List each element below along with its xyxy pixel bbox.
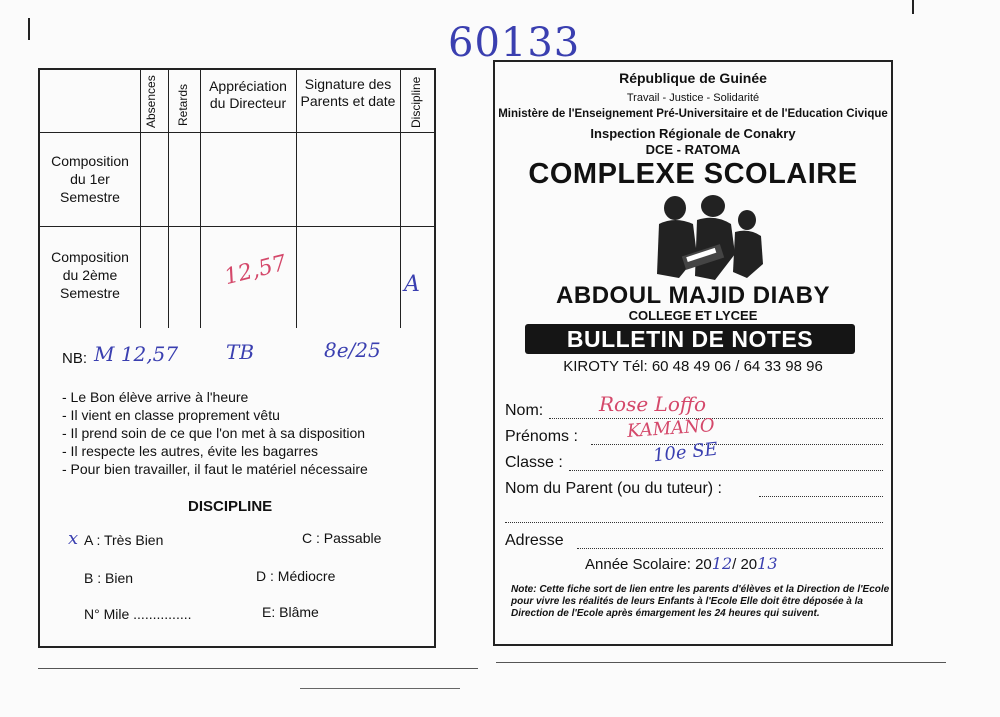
college-lycee: COLLEGE ET LYCEE [628,308,758,323]
parent-line-2 [505,522,883,523]
grade-semester-2: 12,57 [221,250,290,291]
nom-value: Rose Loffo [599,392,707,416]
discipline-e: E: Blâme [262,604,319,620]
annee-prefix: Année Scolaire: 20 [585,556,712,573]
nb-label: NB: [62,350,88,367]
dce: DCE - RATOMA [645,142,741,157]
adresse-line [577,548,883,549]
annee-year-1: 12 [711,554,733,573]
discipline-d: D : Médiocre [256,568,336,584]
rule-item: - Pour bien travailler, il faut le matériel nécessaire [62,461,368,477]
prenoms-label: Prénoms : [505,428,578,445]
header-signature: Signature des Parents et date [300,76,396,109]
nb-note-mention: TB [226,340,255,364]
reference-number: 60133 [448,20,581,66]
parent-line-1 [759,496,883,497]
classe-label: Classe : [505,454,563,471]
scan-line [300,688,460,689]
nom-label: Nom: [505,402,544,419]
school-name: ABDOUL MAJID DIABY [556,282,830,309]
republic: République de Guinée [619,70,767,86]
discipline-semester-2: A [404,272,420,297]
ministry: Ministère de l'Enseignement Pré-Universitaire et de l'Education Civique [498,108,888,120]
annee-mid: / 20 [732,556,758,573]
nb-note-rank: 8e/25 [324,338,381,362]
bulletin-banner: BULLETIN DE NOTES [525,324,855,354]
scan-mark [28,18,30,40]
scan-line [38,668,478,669]
classe-line [569,470,883,471]
header-appreciation: Appréciation du Directeur [209,78,287,111]
header-retards: Retards [176,83,190,126]
header-absences: Absences [144,75,158,128]
discipline-b: B : Bien [84,570,134,586]
discipline-mile: N° Mile ............... [84,606,192,622]
classe-value: 10e SE [652,438,719,467]
motto: Travail - Justice - Solidarité [626,92,760,104]
rule-item: - Il vient en classe proprement vêtu [62,407,280,423]
row-label-semester-2: Composition du 2ème Semestre [51,249,129,301]
nb-note-average: M 12,57 [94,342,179,366]
complexe-scolaire: COMPLEXE SCOLAIRE [528,158,858,190]
adresse-label: Adresse [505,532,564,549]
annee-scolaire [585,554,778,573]
discipline-a: A : Très Bien [84,532,164,548]
scan-line [496,662,946,663]
rule-item: - Le Bon élève arrive à l'heure [62,389,249,405]
contact: KIROTY Tél: 60 48 49 06 / 64 33 98 96 [563,358,823,375]
header-discipline: Discipline [409,76,423,128]
row-label-semester-1: Composition du 1er Semestre [51,153,129,205]
rule-item: - Il respecte les autres, évite les bagarres [62,443,319,459]
parent-label: Nom du Parent (ou du tuteur) : [505,480,722,497]
grade-table [40,70,434,328]
discipline-title: DISCIPLINE [188,498,273,515]
discipline-mark: x [68,528,79,549]
annee-year-2: 13 [757,554,778,573]
prenoms-line [591,444,883,445]
school-emblem [635,194,775,282]
prenoms-value: KAMANO [626,414,716,443]
discipline-card [38,68,436,648]
inspection: Inspection Régionale de Conakry [590,126,796,141]
report-card-cover [493,60,893,646]
nom-line [549,418,883,419]
rules-list [62,388,368,478]
footer-note: Note: Cette fiche sort de lien entre les parents d'élèves et la Direction de l'Ecole pour vivre les réalités de leurs Enfants à l'Ecole Elle doit être déposée à la Direction de l'Ecole après émargement les 24 heures qui suivent. [511,584,890,619]
scan-mark [912,0,914,14]
rule-item: - Il prend soin de ce que l'on met à sa disposition [62,425,366,441]
discipline-c: C : Passable [302,530,382,546]
